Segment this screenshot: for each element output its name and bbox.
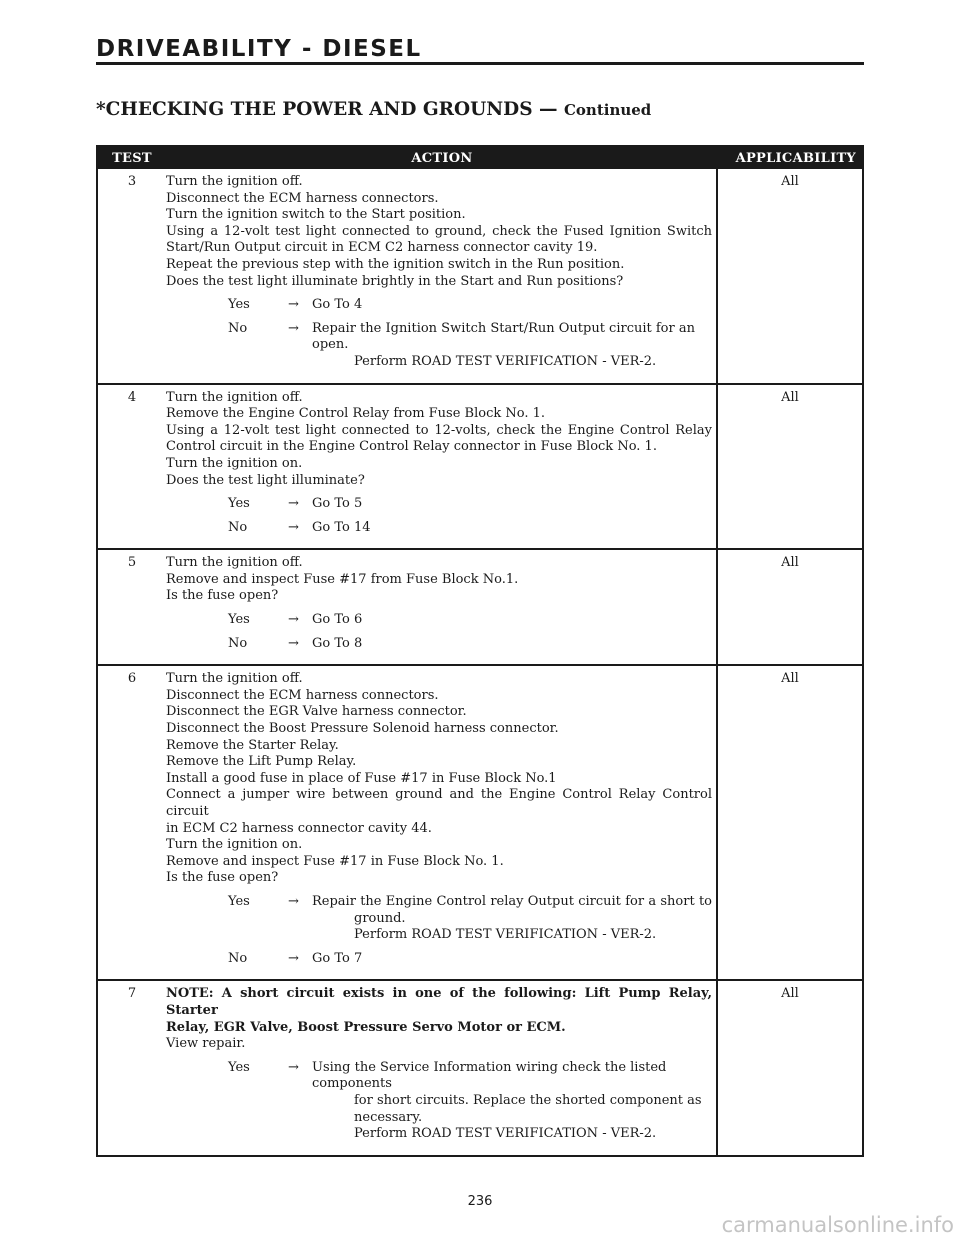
response-line: Perform ROAD TEST VERIFICATION - VER-2. bbox=[354, 927, 657, 943]
action-line: Is the fuse open? bbox=[166, 870, 279, 886]
test-number: 3 bbox=[127, 174, 137, 189]
table-header bbox=[98, 147, 862, 169]
action-line: Turn the ignition off. bbox=[166, 671, 303, 687]
diagnostic-procedure-table bbox=[96, 145, 864, 1157]
test-number: 4 bbox=[127, 389, 137, 405]
action-line: Disconnect the ECM harness connectors. bbox=[166, 687, 439, 703]
watermark: carmanualsonline.info bbox=[721, 1213, 954, 1237]
section-continued: Continued bbox=[563, 101, 652, 119]
action-cell bbox=[166, 169, 718, 383]
response-no bbox=[166, 321, 712, 371]
response-label: No bbox=[228, 950, 248, 966]
applicability: All bbox=[781, 555, 799, 571]
response-text bbox=[312, 894, 712, 944]
action-line: Turn the ignition off. bbox=[166, 174, 303, 189]
arrow-right-icon: → bbox=[288, 320, 299, 336]
header-action: ACTION bbox=[411, 150, 473, 166]
action-line: Disconnect the EGR Valve harness connector. bbox=[166, 704, 467, 720]
action-line: Control circuit in the Engine Control Relay connector in Fuse Block No. 1. bbox=[166, 439, 657, 455]
response-label: Yes bbox=[228, 893, 250, 909]
action-line: Connect a jumper wire between ground and the Engine Control Relay Control circuit bbox=[166, 787, 712, 819]
response-yes bbox=[166, 496, 712, 513]
action-line: Remove the Engine Control Relay from Fuse Block No. 1. bbox=[166, 406, 546, 422]
response-line: ground. bbox=[354, 910, 406, 926]
arrow-right-icon: → bbox=[288, 519, 299, 535]
response-line: Perform ROAD TEST VERIFICATION - VER-2. bbox=[354, 1126, 657, 1142]
response-line: for short circuits. Replace the shorted component as necessary. bbox=[354, 1092, 702, 1125]
arrow-right-icon: → bbox=[288, 297, 299, 313]
response-label: Yes bbox=[228, 1059, 250, 1075]
action-line: Start/Run Output circuit in ECM C2 harness connector cavity 19. bbox=[166, 240, 598, 256]
table-row bbox=[98, 548, 862, 664]
test-number: 5 bbox=[127, 555, 137, 571]
response-line: Go To 5 bbox=[312, 496, 363, 512]
action-cell bbox=[166, 385, 718, 549]
page-number: 236 bbox=[467, 1194, 493, 1209]
response-yes bbox=[166, 297, 712, 314]
response-line: Go To 14 bbox=[312, 519, 371, 535]
action-line: Remove and inspect Fuse #17 in Fuse Block No. 1. bbox=[166, 853, 504, 869]
test-number: 6 bbox=[127, 671, 137, 687]
applicability: All bbox=[781, 671, 799, 687]
action-line: Remove the Lift Pump Relay. bbox=[166, 754, 357, 770]
response-line: Using the Service Information wiring check the listed components bbox=[312, 1059, 667, 1092]
response-no bbox=[166, 636, 712, 653]
action-line: Install a good fuse in place of Fuse #17 in Fuse Block No.1 bbox=[166, 770, 557, 786]
table-row bbox=[98, 383, 862, 549]
header-rule bbox=[96, 62, 864, 65]
table-row bbox=[98, 979, 862, 1154]
action-cell bbox=[166, 550, 718, 664]
response-no bbox=[166, 951, 712, 968]
note-line: NOTE: A short circuit exists in one of the following: Lift Pump Relay, Starter bbox=[166, 986, 712, 1018]
action-line: Remove and inspect Fuse #17 from Fuse Block No.1. bbox=[166, 571, 519, 587]
action-line: Disconnect the ECM harness connectors. bbox=[166, 190, 439, 206]
response-text bbox=[312, 496, 712, 513]
response-line: Go To 7 bbox=[312, 950, 363, 966]
response-text bbox=[312, 1060, 712, 1143]
header-applicability: APPLICABILITY bbox=[735, 150, 856, 166]
arrow-right-icon: → bbox=[288, 893, 299, 909]
response-yes bbox=[166, 894, 712, 944]
response-label: No bbox=[228, 320, 248, 336]
response-label: No bbox=[228, 635, 248, 651]
response-text bbox=[312, 612, 712, 629]
response-line: Go To 6 bbox=[312, 612, 363, 628]
applicability: All bbox=[781, 986, 799, 1002]
response-yes bbox=[166, 612, 712, 629]
response-label: Yes bbox=[228, 612, 250, 628]
header-test: TEST bbox=[112, 150, 152, 166]
table-row bbox=[98, 169, 862, 383]
arrow-right-icon: → bbox=[288, 496, 299, 512]
action-line: Does the test light illuminate? bbox=[166, 472, 365, 488]
action-line: View repair. bbox=[166, 1036, 246, 1052]
arrow-right-icon: → bbox=[288, 1059, 299, 1075]
section-title-text: *CHECKING THE POWER AND GROUNDS — bbox=[96, 99, 558, 120]
response-text bbox=[312, 951, 712, 968]
action-line: Turn the ignition on. bbox=[166, 837, 303, 853]
action-line: Repeat the previous step with the ignition switch in the Run position. bbox=[166, 256, 625, 272]
action-line: Using a 12-volt test light connected to 12-volts, check the Engine Control Relay bbox=[166, 422, 712, 438]
response-line: Go To 4 bbox=[312, 297, 363, 313]
table-row bbox=[98, 664, 862, 979]
response-line: Repair the Ignition Switch Start/Run Output circuit for an open. bbox=[312, 320, 695, 353]
action-line: Is the fuse open? bbox=[166, 588, 279, 604]
action-line: Disconnect the Boost Pressure Solenoid harness connector. bbox=[166, 721, 559, 737]
action-line: Turn the ignition off. bbox=[166, 389, 303, 405]
response-yes bbox=[166, 1060, 712, 1143]
response-label: Yes bbox=[228, 297, 250, 313]
response-line: Perform ROAD TEST VERIFICATION - VER-2. bbox=[354, 353, 657, 369]
section-title bbox=[96, 99, 651, 120]
action-line: Using a 12-volt test light connected to ground, check the Fused Ignition Switch bbox=[166, 223, 712, 239]
response-text bbox=[312, 520, 712, 537]
arrow-right-icon: → bbox=[288, 635, 299, 651]
applicability: All bbox=[781, 389, 799, 405]
table-body bbox=[98, 169, 862, 1155]
action-cell bbox=[166, 666, 718, 979]
response-line: Repair the Engine Control relay Output circuit for a short to bbox=[312, 893, 712, 909]
action-line: Remove the Starter Relay. bbox=[166, 737, 339, 753]
arrow-right-icon: → bbox=[288, 612, 299, 628]
action-line: Turn the ignition off. bbox=[166, 555, 303, 571]
test-number: 7 bbox=[127, 986, 137, 1002]
applicability: All bbox=[781, 174, 799, 189]
action-line: Does the test light illuminate brightly in the Start and Run positions? bbox=[166, 273, 624, 289]
note-line: Relay, EGR Valve, Boost Pressure Servo Motor or ECM. bbox=[166, 1019, 566, 1035]
response-text bbox=[312, 636, 712, 653]
response-no bbox=[166, 520, 712, 537]
response-label: Yes bbox=[228, 496, 250, 512]
page-header-title: DRIVEABILITY - DIESEL bbox=[96, 36, 422, 62]
action-cell bbox=[166, 981, 718, 1154]
response-line: Go To 8 bbox=[312, 635, 363, 651]
action-line: Turn the ignition on. bbox=[166, 455, 303, 471]
action-line: in ECM C2 harness connector cavity 44. bbox=[166, 820, 432, 836]
response-text bbox=[312, 321, 712, 371]
arrow-right-icon: → bbox=[288, 950, 299, 966]
response-text bbox=[312, 297, 712, 314]
response-label: No bbox=[228, 519, 248, 535]
action-line: Turn the ignition switch to the Start position. bbox=[166, 207, 466, 223]
